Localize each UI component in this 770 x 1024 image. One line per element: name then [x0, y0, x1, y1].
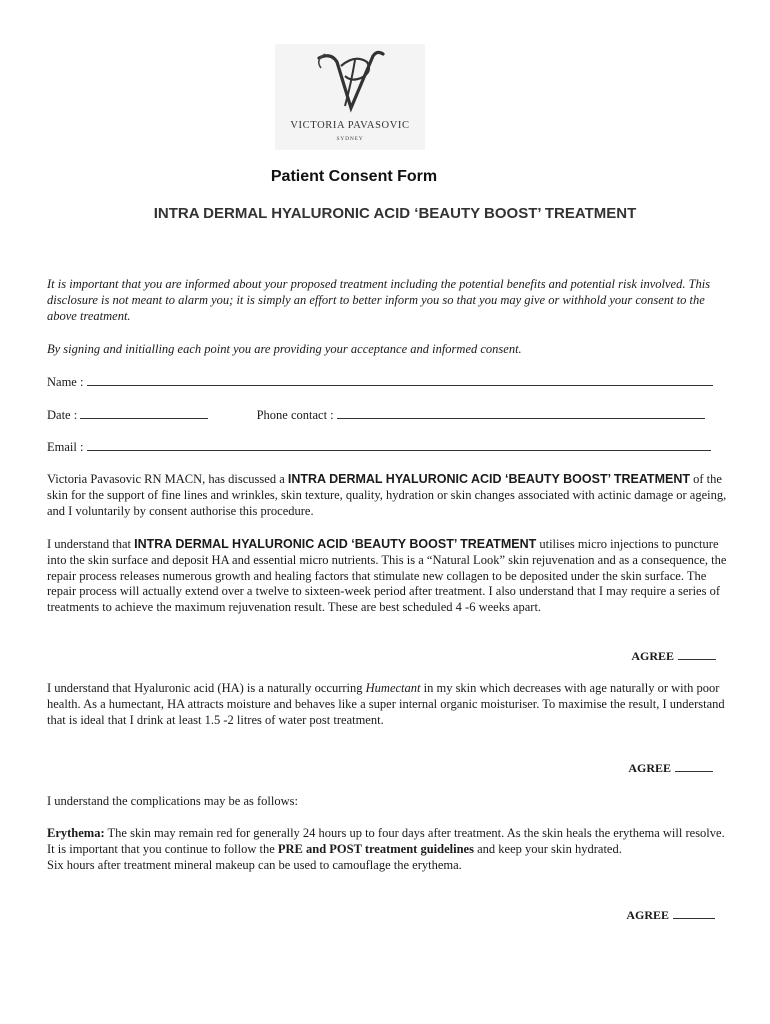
- logo-city: SYDNEY: [336, 136, 364, 142]
- agree-label: AGREE: [631, 649, 674, 663]
- phone-label: Phone contact :: [256, 408, 334, 422]
- intro-paragraph: It is important that you are informed about your proposed treatment including the potential benefits and potential risk involved. This disclosure is not meant to alarm you; it is simply an effort to better inform you so that you may give or withhold your consent to the above treatment.: [47, 277, 711, 323]
- agree-input-line-2[interactable]: [675, 761, 713, 772]
- erythema-text: The skin may remain red for generally 24 hours up to four days after treatment. As the skin heals the erythema will resolve. It is important that you continue to follow the: [47, 826, 725, 856]
- consent-paragraph: By signing and initialling each point you are providing your acceptance and informed consent.: [47, 342, 522, 356]
- date-label: Date :: [47, 408, 78, 422]
- complications-intro: I understand the complications may be as follows:: [47, 794, 298, 808]
- email-input-line[interactable]: [87, 440, 711, 451]
- statement-text-start: Victoria Pavasovic RN MACN, has discussed a: [47, 472, 288, 486]
- vp-monogram-icon: [311, 48, 389, 116]
- discussion-statement: [47, 472, 727, 519]
- name-label: Name :: [47, 375, 84, 389]
- treatment-title: INTRA DERMAL HYALURONIC ACID ‘BEAUTY BOOST’ TREATMENT: [153, 205, 637, 222]
- agree-label: AGREE: [626, 908, 669, 922]
- email-label: Email :: [47, 440, 84, 454]
- name-field-row: [47, 375, 727, 391]
- agree-input-line-1[interactable]: [678, 649, 716, 660]
- phone-input-line[interactable]: [337, 408, 705, 419]
- logo-brand-name: VICTORIA PAVASOVIC: [290, 120, 410, 131]
- understand-ha-paragraph: [47, 681, 727, 728]
- agree-initial-1: [631, 649, 716, 664]
- understand-treatment-paragraph: [47, 537, 727, 616]
- understand1-text-end: utilises micro injections to puncture into the skin surface and deposit HA and essential micro nutrients. This is a “Natural Look” skin rejuvenation and as a consequence, the repair process releases numerous growth and healing factors that stimulate new collagen to be deposited under the skin surface. The repair process will actually extend over a twelve to sixteen-week period after treatment. I also understand that I may require a series of treatments to achieve the maximum rejuvenation result. These are best scheduled 4 -6 weeks apart.: [47, 537, 727, 615]
- erythema-label: Erythema:: [47, 826, 105, 840]
- erythema-paragraph: [47, 826, 727, 873]
- statement-treatment-name: INTRA DERMAL HYALURONIC ACID ‘BEAUTY BOOST’ TREATMENT: [287, 472, 690, 486]
- erythema-text-end: and keep your skin hydrated.: [473, 841, 622, 856]
- humectant-term: Humectant: [365, 681, 421, 695]
- name-input-line[interactable]: [87, 375, 713, 386]
- date-input-line[interactable]: [80, 408, 208, 419]
- understand2-text-end: in my skin which decreases with age naturally or with poor health. As a humectant, HA attracts moisture and behaves like a super internal organic moisturiser. To maximise the result, I understand that is ideal that I drink at least 1.5 -2 litres of water post treatment.: [47, 681, 725, 727]
- guidelines-reference: PRE and POST treatment guidelines: [277, 841, 474, 856]
- agree-input-line-3[interactable]: [673, 908, 715, 919]
- email-field-row: [47, 440, 727, 456]
- agree-initial-2: [628, 761, 713, 776]
- form-title: Patient Consent Form: [270, 168, 438, 185]
- statement-text-end: of the skin for the support of fine lines and wrinkles, skin texture, quality, hydration or skin changes associated with actinic damage or ageing, and I voluntarily by consent authorise this procedure.: [47, 472, 727, 518]
- understand2-text-start: I understand that Hyaluronic acid (HA) is a naturally occurring: [47, 681, 366, 695]
- understand1-text-start: I understand that: [47, 537, 135, 551]
- agree-label: AGREE: [628, 761, 671, 775]
- understand1-treatment-name: INTRA DERMAL HYALURONIC ACID ‘BEAUTY BOOST’ TREATMENT: [134, 537, 537, 551]
- agree-initial-3: [626, 908, 715, 923]
- date-phone-row: [47, 408, 727, 424]
- makeup-note: Six hours after treatment mineral makeup can be used to camouflage the erythema.: [47, 857, 462, 872]
- brand-logo: [275, 44, 425, 150]
